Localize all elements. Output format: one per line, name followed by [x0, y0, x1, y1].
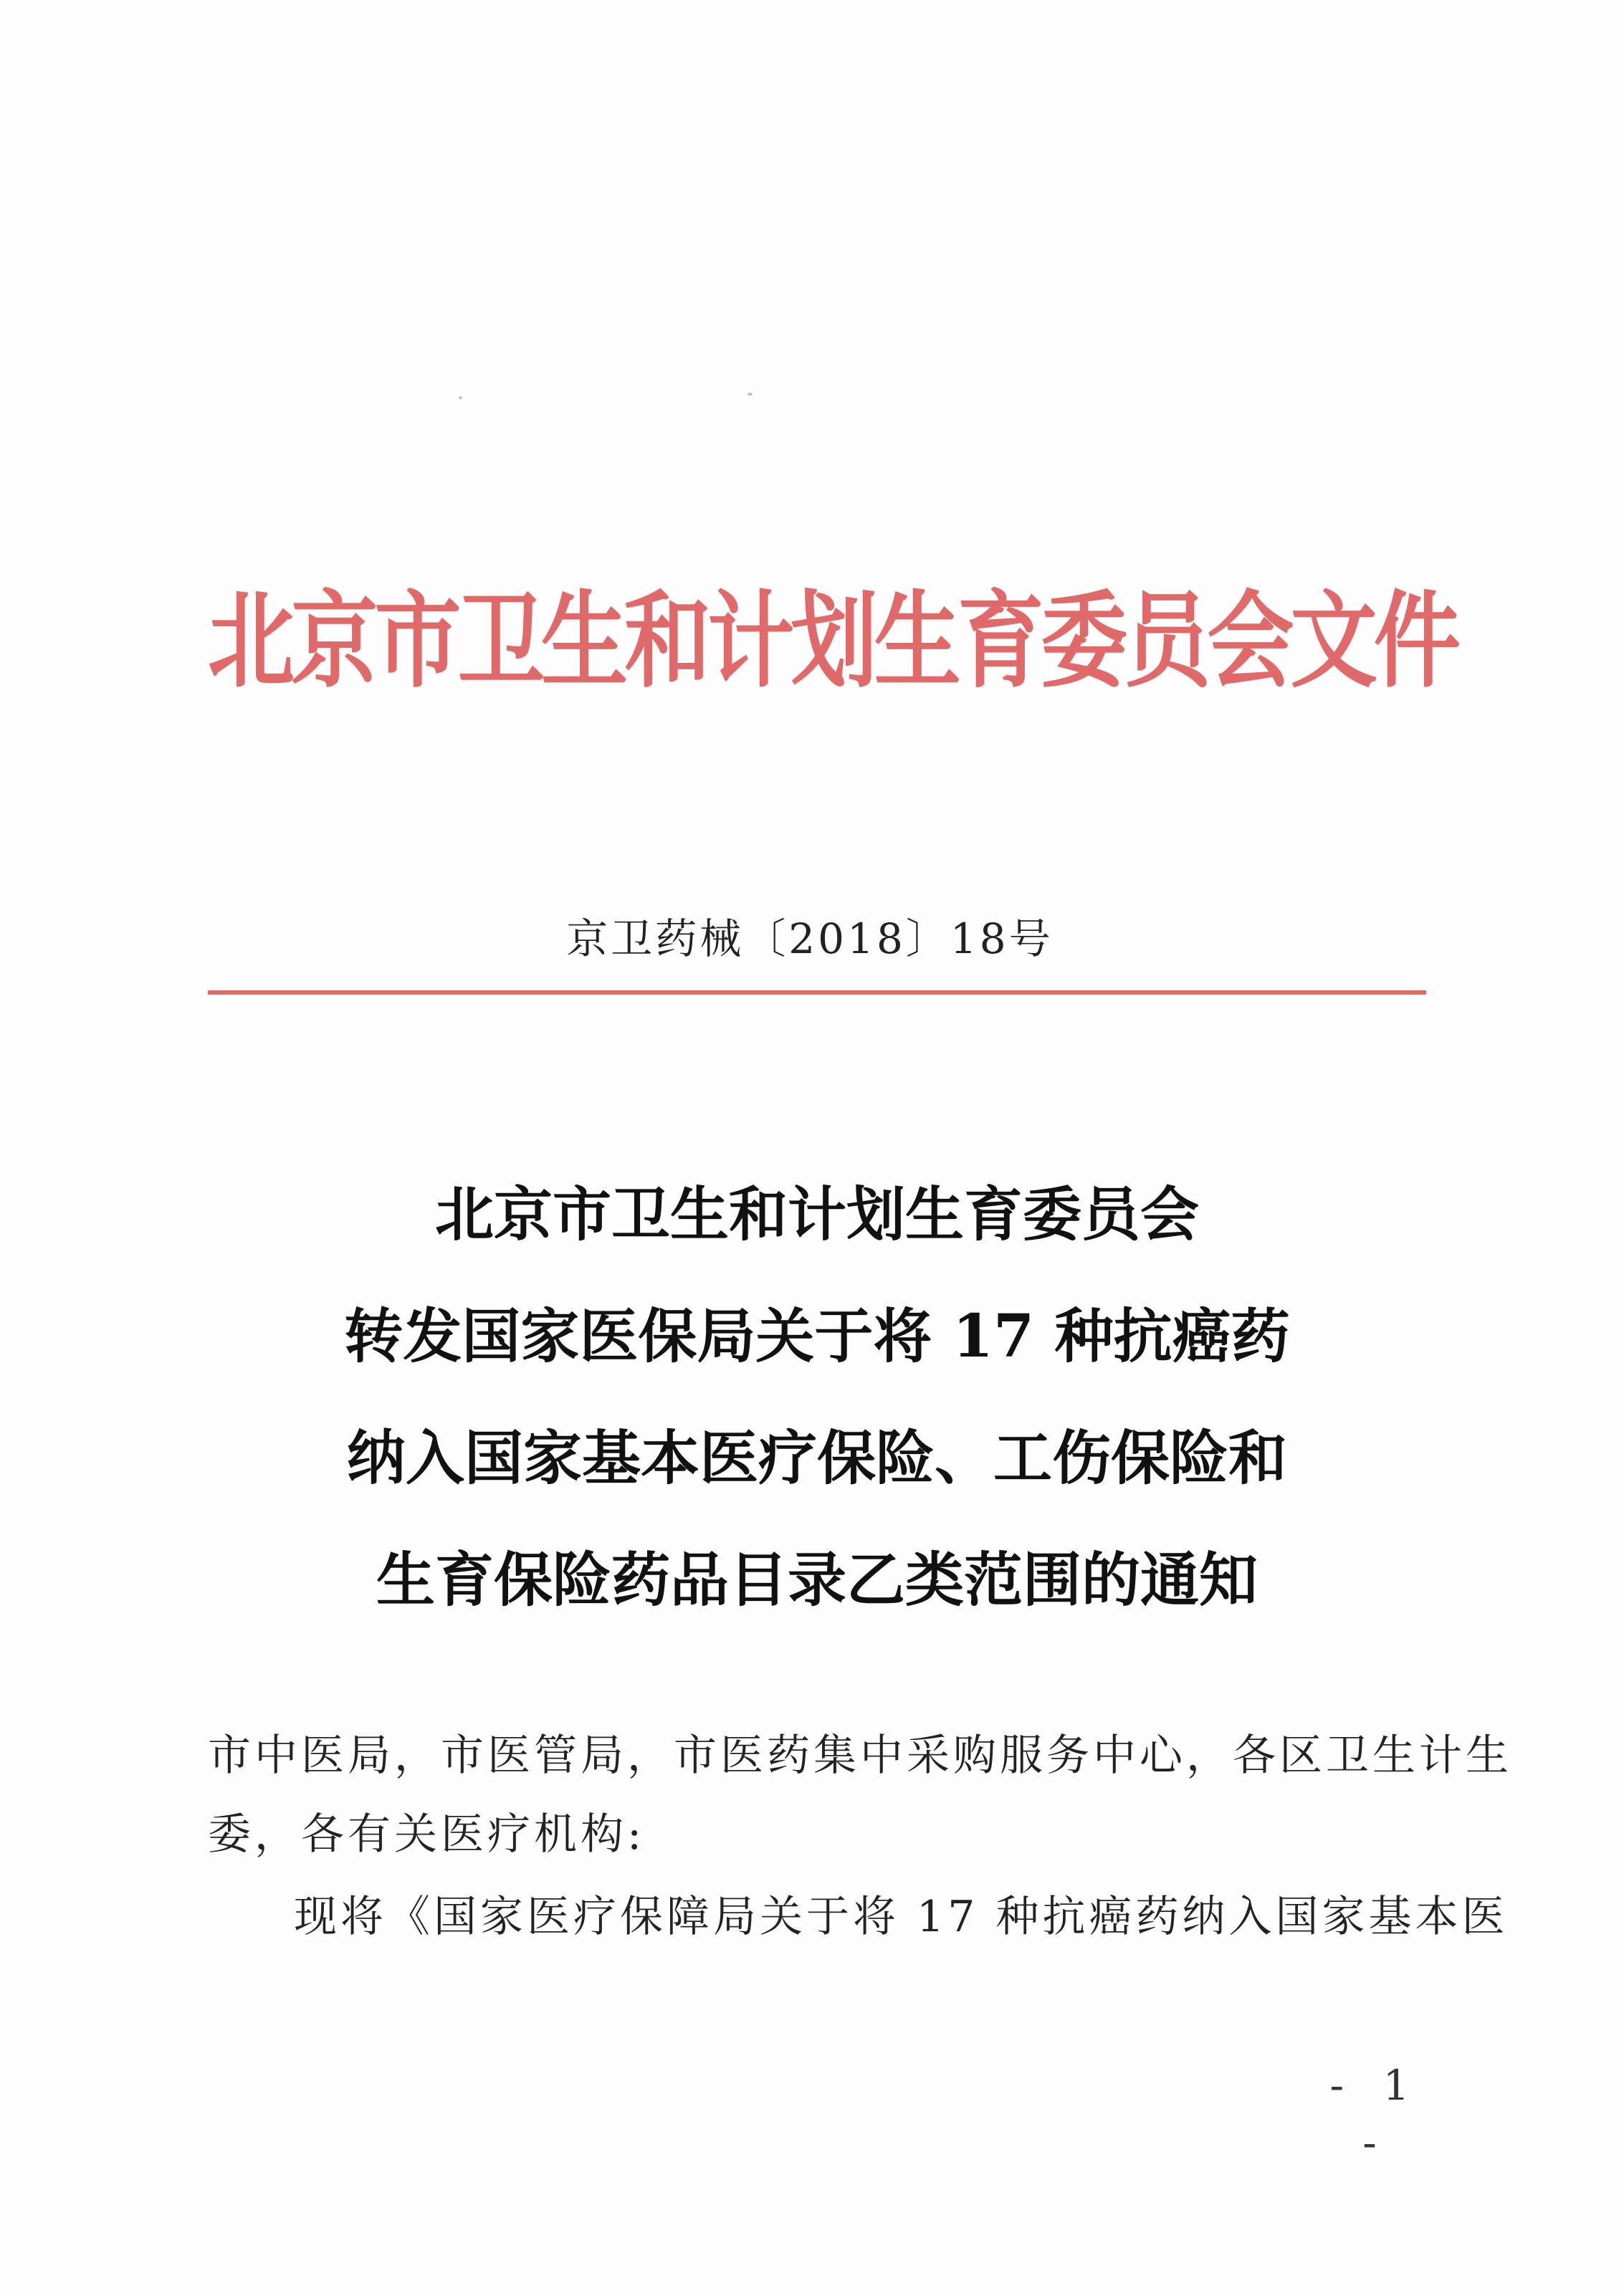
addressee-line: 委，各有关医疗机构:: [208, 1809, 646, 1860]
scan-speck: [747, 393, 753, 396]
red-separator-rule: [208, 990, 1426, 995]
document-number: 京卫药械〔2018〕18号: [566, 914, 1054, 963]
body-paragraph: 现将《国家医疗保障局关于将 17 种抗癌药纳入国家基本医: [294, 1892, 1509, 1942]
title-line: 转发国家医保局关于将 17 种抗癌药: [344, 1302, 1290, 1371]
scan-speck: [459, 396, 462, 399]
page-number: - 1 -: [1329, 2061, 1423, 2167]
masthead-title: 北京市卫生和计划生育委员会文件: [208, 580, 1457, 702]
title-line: 纳入国家基本医疗保险、工伤保险和: [346, 1424, 1287, 1493]
title-line: 北京市卫生和计划生育委员会: [434, 1180, 1199, 1249]
addressee-line: 市中医局，市医管局，市医药集中采购服务中心，各区卫生计生: [208, 1731, 1512, 1781]
title-line: 生育保险药品目录乙类范围的通知: [376, 1546, 1258, 1615]
notice-title: [208, 1154, 1426, 1641]
